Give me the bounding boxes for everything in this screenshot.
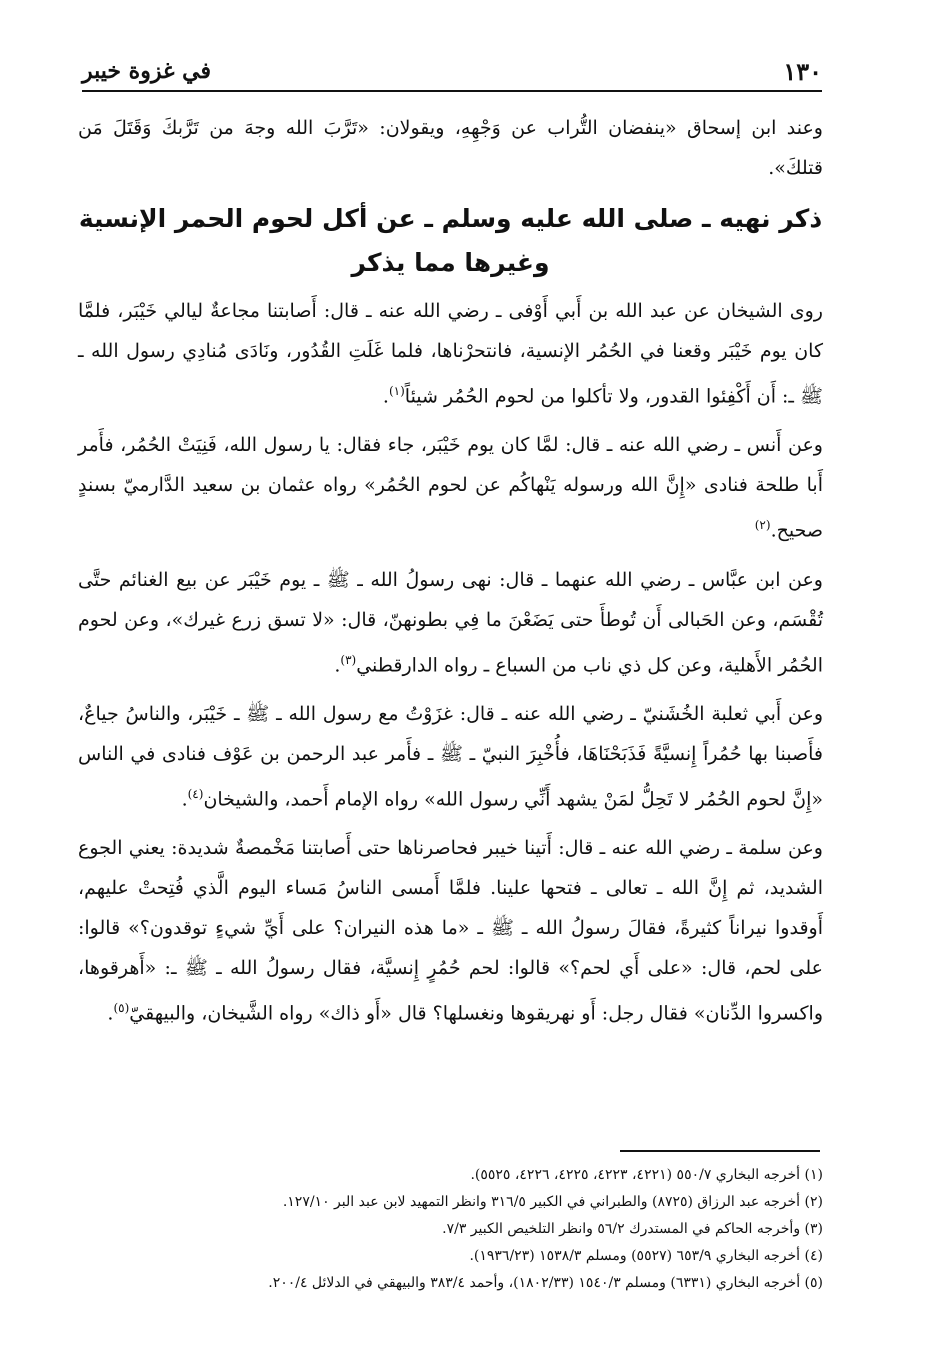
section-heading (78, 197, 823, 285)
footnote-divider (620, 1150, 820, 1152)
section-heading-line-1: ذكر نهيه ـ صلى الله عليه وسلم ـ عن أكل لحوم الحمر الإنسية (78, 204, 823, 233)
page-header (82, 52, 822, 92)
paragraph-text: وعن سلمة ـ رضي الله عنه ـ قال: أَتينا خيبر فحاصرناها حتى أَصابتنا مَخْمصةٌ شديدة: يعني الجوع الشديد، ثم إِنَّ الله ـ تعالى ـ فتحها علينا. فلمَّا أَمسى الناسُ مَساء اليوم الَّذي فُتِحتْ عليهم، أَوقدوا نيراناً كثيرةً، فقالَ رسولُ الله ـ ﷺ ـ «ما هذه النيران؟ على أَيِّ شيءٍ توقدون؟» قالوا: على لحم، قال: «على أَي لحم؟» قالوا: لحم حُمُرٍ إِنسيَّة، فقال رسولُ الله ـ ﷺ ـ: «أَهرقوها، واكسروا الدِّنان» فقال رجل: أَو نهريقوها ونغسلها؟ قال «أَو ذاك» رواه الشَّيخان، والبيهقيّ (78, 837, 823, 1025)
paragraph-text: وعن أَبي ثعلبة الخُشَنيّ ـ رضي الله عنه ـ قال: غزَوْتُ مع رسول الله ـ ﷺ ـ خَيْبَر، والناسُ جياعٌ، فأَصبنا بها حُمُراً إِنسيَّةً فَذَبَحْنَاهَا، فأُخْبِرَ النبيّ ـ ﷺ ـ فأَمر عبد الرحمن بن عَوْف فنادى في الناس «إِنَّ لحوم الحُمُر لا تَحِلُّ لمَنْ يشهد أَنِّي رسول الله» رواه الإمام أَحمد، والشيخان (78, 702, 823, 811)
paragraph-text: وعن أَنس ـ رضي الله عنه ـ قال: لمَّا كان يوم خَيْبَر، جاء فقال: يا رسول الله، فَنِيَتْ الحُمُر، فأَمر أَبا طلحة فنادى «إِنَّ الله ورسوله يَنْهاكُم عن لحوم الحُمُر» رواه عثمان بن سعيد الدَّارميّ بسندٍ صحيح. (78, 434, 823, 542)
paragraph-tail: . (107, 1002, 114, 1025)
footnote: (٥) أخرجه البخاري (٦٣٣١) ومسلم ١٥٤٠/٣ (١٨٠٢/٣٣)، وأحمد ٣٨٣/٤ والبيهقي في الدلائل ٢٠٠/٤. (268, 1275, 823, 1291)
footnote: (٤) أخرجه البخاري ٦٥٣/٩ (٥٥٢٧) ومسلم ١٥٣٨/٣ (١٩٣٦/٢٣). (469, 1248, 823, 1264)
paragraph (78, 425, 823, 550)
footnote-ref: (١) (388, 384, 405, 398)
paragraph-tail: . (382, 385, 389, 408)
footnotes (78, 1162, 823, 1297)
paragraph-text: وعن ابن عبَّاس ـ رضي الله عنهما ـ قال: نهى رسولُ الله ـ ﷺ ـ يوم خَيْبَر عن بيع الغنائم حتَّى تُقْسَم، وعن الحَبالى أَن تُوطأَ حتى يَضَعْنَ ما فِي بطونهنّ، قال: «لا تسق زرع غيرك»، وعن لحوم الحُمُر الأَهلية، وعن كل ذي ناب من السباع ـ رواه الدارقطني (78, 568, 823, 676)
intro-paragraph: وعند ابن إسحاق «ينفضان التُّراب عن وَجْهِهِ، ويقولان: «تَرَّبَ الله وجهَ من تَرَّبكَ وَقَتَلَ مَن قتلكَ». (78, 117, 823, 179)
paragraph (78, 694, 823, 819)
footnote-ref: (٤) (187, 786, 204, 801)
footnote: (٣) وأخرجه الحاكم في المستدرك ٥٦/٢ وانظر التلخيص الكبير ٧/٣. (442, 1221, 823, 1237)
footnote: (١) أخرجه البخاري ٥٥٠/٧ (٤٢٢١، ٤٢٢٣، ٤٢٢٥، ٤٢٢٦، ٥٥٢٥). (470, 1167, 823, 1183)
paragraph-tail: . (181, 788, 188, 811)
paragraph-tail: . (334, 653, 341, 676)
paragraph-text: روى الشيخان عن عبد الله بن أَبي أَوْفى ـ رضي الله عنه ـ قال: أَصابتنا مجاعةٌ ليالي خَيْبَر، فلمَّا كان يوم خَيْبَر وقعنا في الحُمُر الإنسية، فانتحرْناها، فلما غَلَتِ القُدُور، ونَادَى مُنادِي رسول الله ـ ﷺ ـ: أَن أَكْفِئوا القدور، ولا تأكلوا من لحوم الحُمُر شيئاً (78, 300, 823, 408)
paragraph (78, 560, 823, 685)
footnote: (٢) أخرجه عبد الرزاق (٨٧٢٥) والطبراني في الكبير ٣١٦/٥ وانظر التمهيد لابن عبد البر ١٢٧/١٠. (282, 1194, 823, 1210)
section-heading-line-2: وغيرها مما يذكر (351, 248, 550, 277)
footnote-ref: (٣) (340, 652, 357, 667)
page-number: ١٣٠ (783, 56, 822, 86)
paragraph (78, 828, 823, 1033)
footnote-ref: (٥) (113, 1001, 130, 1016)
running-title: في غزوة خيبر (82, 58, 211, 84)
footnote-ref: (٢) (754, 518, 771, 533)
main-text (78, 108, 823, 1043)
paragraph (78, 291, 823, 416)
